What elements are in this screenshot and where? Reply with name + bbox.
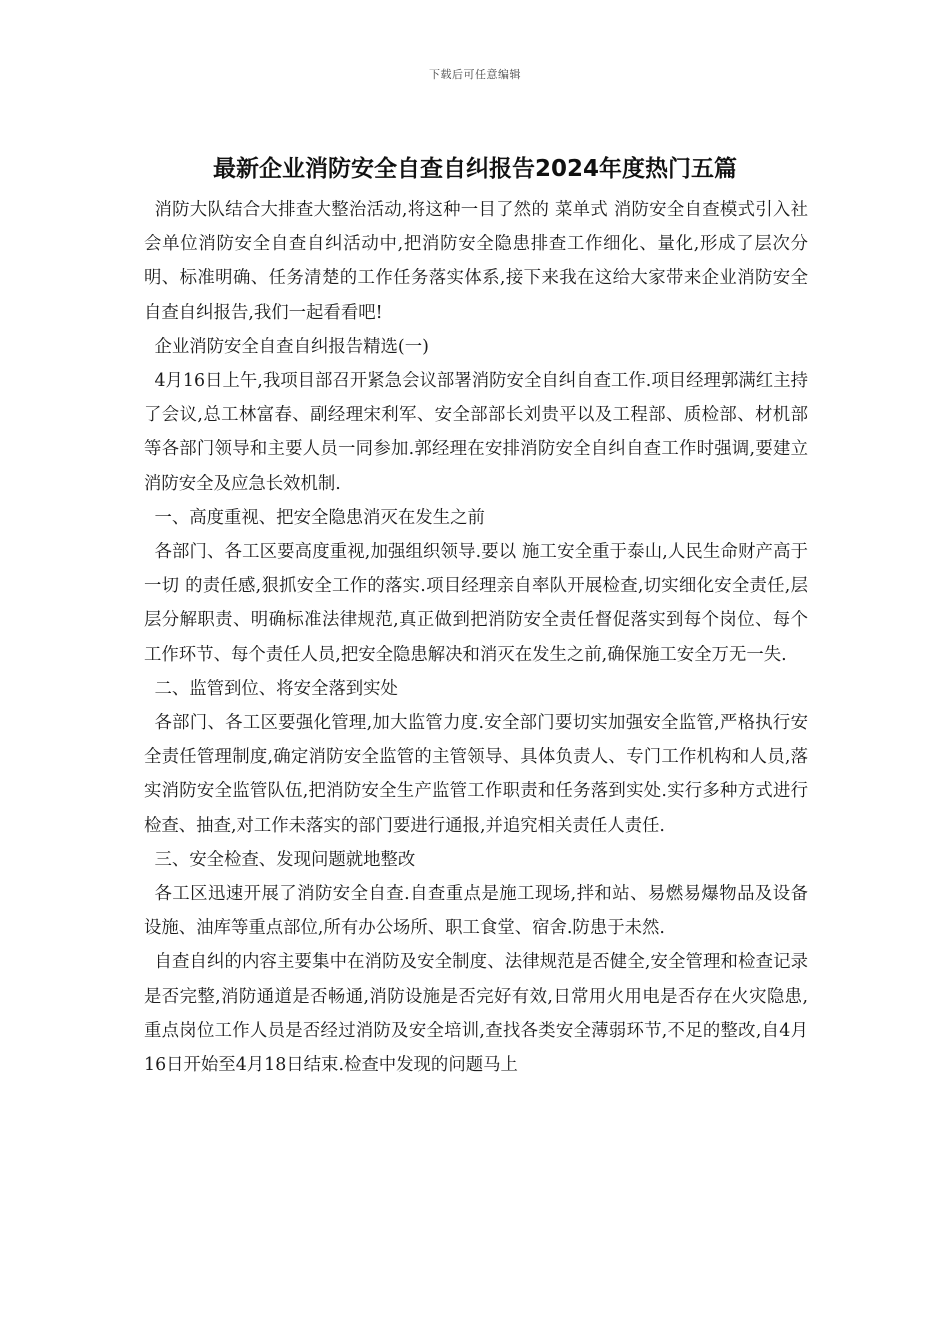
section-heading-2: 二、监管到位、将安全落到实处 bbox=[154, 678, 398, 699]
paragraph-meeting: 4月16日上午,我项目部召开紧急会议部署消防安全自纠自查工作.项目经理郭满红主持了会议,总工林富春、副经理宋利军、安全部部长刘贵平以及工程部、质检部、材机部等各部门领导和主要人员一同参加.郭经理在安排消防安全自纠自查工作时强调,要建立消防安全及应急长效机制. bbox=[144, 371, 808, 494]
page-header-note: 下载后可任意编辑 bbox=[429, 68, 521, 81]
section-heading-1: 一、高度重视、把安全隐患消灭在发生之前 bbox=[154, 507, 485, 528]
paragraph-section-1: 各部门、各工区要高度重视,加强组织领导.要以 施工安全重于泰山,人民生命财产高于一切 的责任感,狠抓安全工作的落实.项目经理亲自率队开展检查,切实细化安全责任,层层分解职责、明确标准法律规范,真正做到把消防安全责任督促落实到每个岗位、每个工作环节、每个责任人员,把安全隐患解决和消灭在发生之前,确保施工安全万无一失. bbox=[144, 542, 808, 665]
document-title: 最新企业消防安全自查自纠报告2024年度热门五篇 bbox=[212, 156, 737, 182]
section-heading-report-1: 企业消防安全自查自纠报告精选(一) bbox=[154, 336, 429, 357]
document-body bbox=[144, 193, 808, 1082]
paragraph-intro: 消防大队结合大排查大整治活动,将这种一目了然的 菜单式 消防安全自查模式引入社会单位消防安全自查自纠活动中,把消防安全隐患排查工作细化、量化,形成了层次分明、标准明确、任务清楚的工作任务落实体系,接下来我在这给大家带来企业消防安全自查自纠报告,我们一起看看吧! bbox=[144, 200, 808, 323]
paragraph-section-3: 各工区迅速开展了消防安全自查.自查重点是施工现场,拌和站、易燃易爆物品及设备设施、油库等重点部位,所有办公场所、职工食堂、宿舍.防患于未然. bbox=[144, 884, 808, 939]
section-heading-3: 三、安全检查、发现问题就地整改 bbox=[154, 849, 416, 870]
paragraph-inspection-content: 自查自纠的内容主要集中在消防及安全制度、法律规范是否健全,安全管理和检查记录是否完整,消防通道是否畅通,消防设施是否完好有效,日常用火用电是否存在火灾隐患,重点岗位工作人员是否经过消防及安全培训,查找各类安全薄弱环节,不足的整改,自4月16日开始至4月18日结束.检查中发现的问题马上 bbox=[144, 952, 808, 1076]
paragraph-section-2: 各部门、各工区要强化管理,加大监管力度.安全部门要切实加强安全监管,严格执行安全责任管理制度,确定消防安全监管的主管领导、具体负责人、专门工作机构和人员,落实消防安全监管队伍,把消防安全生产监管工作职责和任务落到实处.实行多种方式进行检查、抽查,对工作未落实的部门要进行通报,并追究相关责任人责任. bbox=[144, 713, 808, 836]
